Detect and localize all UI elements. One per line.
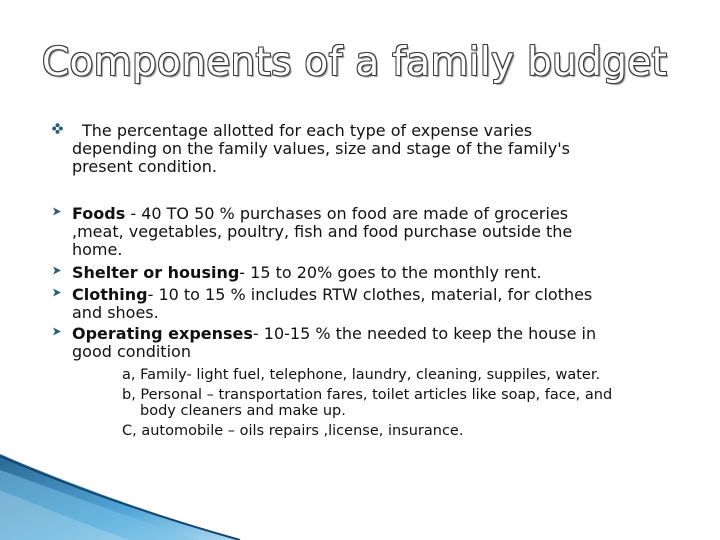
intro-line-1: The percentage allotted for each type of expense varies <box>82 121 533 140</box>
bullet-shelter <box>72 264 672 282</box>
sub-item-automobile: C, automobile – oils repairs ,license, insurance. <box>122 423 464 439</box>
bullet-clothing-label: Clothing <box>72 285 148 304</box>
sub-item-personal-line-2: body cleaners and make up. <box>140 403 346 419</box>
intro-line-3: present condition. <box>72 157 217 176</box>
bullet-clothing-line-2: and shoes. <box>72 303 159 322</box>
bullet-operating-line-2: good condition <box>72 342 191 361</box>
bullet-foods <box>72 205 672 259</box>
bullet-foods-line-3: home. <box>72 240 123 259</box>
intro-paragraph <box>72 122 672 176</box>
bullet-foods-label: Foods <box>72 204 126 223</box>
slide-title: Components of a family budget <box>42 40 668 85</box>
bullet-foods-line-2: ,meat, vegetables, poultry, fish and food purchase outside the <box>72 222 573 241</box>
arrowhead-bullet-icon <box>52 205 62 223</box>
decorative-wave <box>0 440 260 540</box>
bullet-operating-expenses <box>72 325 672 361</box>
bullet-operating-line-1: - 10-15 % the needed to keep the house in <box>252 324 597 343</box>
bullet-clothing <box>72 286 672 322</box>
diamond-flower-bullet-icon <box>52 122 63 140</box>
arrowhead-bullet-icon <box>52 286 62 304</box>
bullet-operating-label: Operating expenses <box>72 324 253 343</box>
arrowhead-bullet-icon <box>52 325 62 343</box>
sub-item-family: a, Family- light fuel, telephone, laundry, cleaning, suppiles, water. <box>122 367 601 383</box>
arrowhead-bullet-icon <box>52 264 62 282</box>
intro-line-2: depending on the family values, size and stage of the family's <box>72 139 570 158</box>
bullet-shelter-label: Shelter or housing <box>72 263 240 282</box>
bullet-clothing-line-1: - 10 to 15 % includes RTW clothes, material, for clothes <box>147 285 593 304</box>
bullet-foods-line-1: - 40 TO 50 % purchases on food are made of groceries <box>125 204 569 223</box>
sub-item-personal-line-1: b, Personal – transportation fares, toilet articles like soap, face, and <box>122 387 613 403</box>
bullet-shelter-text: - 15 to 20% goes to the monthly rent. <box>239 263 542 282</box>
